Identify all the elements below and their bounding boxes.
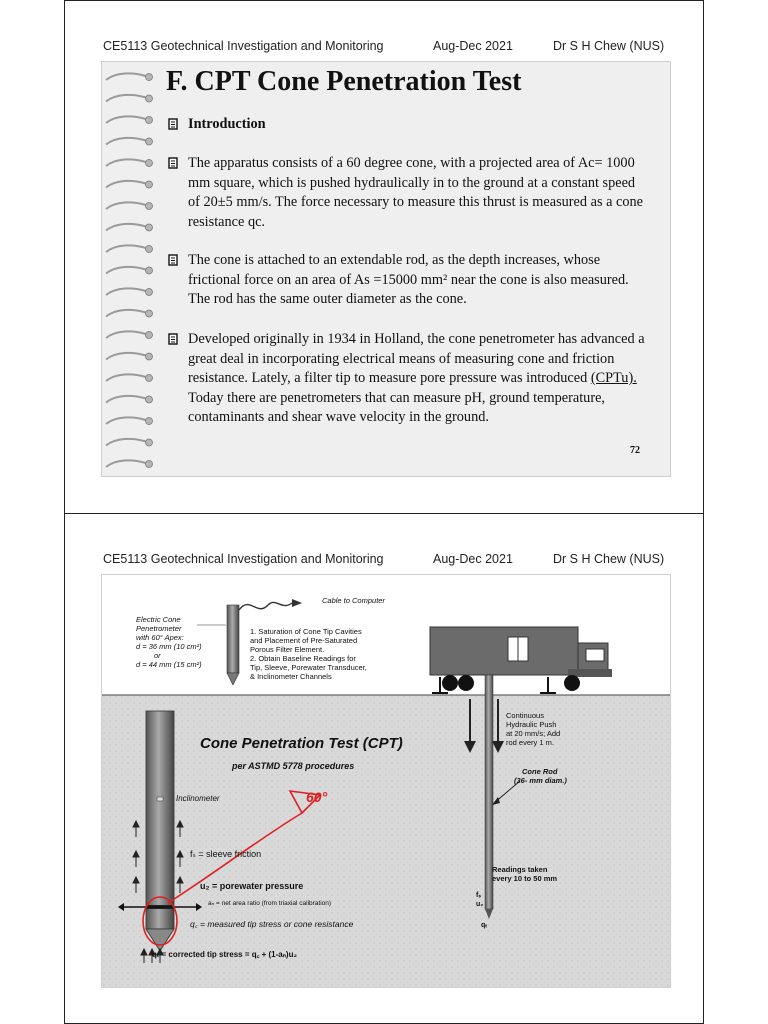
step-line: Porous Filter Element. <box>250 645 325 654</box>
cptu-term: (CPTu). <box>590 370 637 386</box>
push-line: Continuous <box>506 711 544 720</box>
push-line: Hydraulic Push <box>506 720 557 729</box>
tip-stress-label: q꜀ = measured tip stress or cone resistance <box>190 919 354 929</box>
rod-line: Cone Rod <box>522 767 558 776</box>
slide-header <box>103 39 703 57</box>
pen-line: Electric Cone <box>136 615 181 624</box>
author-label: Dr S H Chew (NUS) <box>553 39 665 53</box>
push-label <box>506 711 560 747</box>
pen-line: d = 44 mm (15 cm²) <box>136 660 202 669</box>
pen-line: d = 36 mm (10 cm²) <box>136 642 202 651</box>
readings-line: Readings taken <box>492 865 548 874</box>
readings-line: every 10 to 50 mm <box>492 874 558 883</box>
net-area-label: aₙ = net area ratio (from triaxial calibration) <box>208 900 332 907</box>
bullet-text: The cone is attached to an extendable rod, as the depth increases, whose frictional force on an area of As =15000 mm² near the cone is also measured. The rod has the same outer diameter as the cone. <box>188 252 629 307</box>
term-label: Aug-Dec 2021 <box>433 39 513 53</box>
slide-panel-2 <box>64 513 704 1024</box>
history-text-a: Developed originally in 1934 in Holland, the cone penetrometer has advanced a great deal in incorporating electrical means of measuring cone and friction resistance. Lately, a filter tip to measure pore pressure was introduced <box>188 331 645 386</box>
term-label: Aug-Dec 2021 <box>433 552 513 566</box>
penetrometer-label <box>136 615 202 669</box>
bullet-icon <box>168 118 178 130</box>
cpt-diagram-slide <box>101 574 671 988</box>
cable-label: Cable to Computer <box>322 596 385 605</box>
sleeve-friction-label: fₛ = sleeve friction <box>190 849 262 859</box>
bullet-icon <box>168 333 178 345</box>
push-line: at 20 mm/s; Add <box>506 729 561 738</box>
diagram-title: Cone Penetration Test (CPT) <box>200 735 403 752</box>
step-line: Tip, Sleeve, Porewater Transducer, <box>250 663 367 672</box>
bullet-text <box>188 330 648 428</box>
porewater-label: u₂ = porewater pressure <box>200 881 304 891</box>
push-line: rod every 1 m. <box>506 738 554 747</box>
slide-panel-1 <box>64 0 704 514</box>
fs-symbol: fₛ <box>476 892 481 899</box>
step-line: 2. Obtain Baseline Readings for <box>250 654 356 663</box>
slide-header <box>103 552 703 570</box>
page-number: 72 <box>630 445 640 456</box>
pen-line: or <box>154 651 161 660</box>
bullet-text: Introduction <box>188 116 266 132</box>
preparation-steps <box>250 627 367 681</box>
qt-symbol: qₜ <box>481 922 488 929</box>
step-line: 1. Saturation of Cone Tip Cavities <box>250 627 362 636</box>
step-line: and Placement of Pre-Saturated <box>250 636 358 645</box>
readings-label <box>492 865 557 883</box>
cone-rod-label <box>514 767 567 785</box>
diagram-subtitle: per ASTMD 5778 procedures <box>232 761 355 771</box>
pen-line: Penetrometer <box>136 624 182 633</box>
rod-line: (36- mm diam.) <box>514 776 567 785</box>
bullet-icon <box>168 157 178 169</box>
pen-line: with 60° Apex: <box>136 633 184 642</box>
bullet-text: The apparatus consists of a 60 degree cone, with a projected area of Ac= 1000 mm square, which is pushed hydraulically in to the ground at a constant speed of 20±5 mm/s. The force necessary to measure this thrust is measured as a cone resistance qc. <box>188 155 644 230</box>
slide-72 <box>101 61 671 477</box>
inclinometer-label: Inclinometer <box>176 794 220 803</box>
course-title: CE5113 Geotechnical Investigation and Monitoring <box>103 552 384 566</box>
bullet-icon <box>168 254 178 266</box>
history-text-b: Today there are penetrometers that can measure pH, ground temperature, contaminants and shear wave velocity in the ground. <box>188 389 605 425</box>
step-line: & Inclinometer Channels <box>250 672 332 681</box>
handwritten-60-degrees: 60° <box>306 789 328 805</box>
ub-symbol: u₂ <box>476 901 484 908</box>
notebook-spiral-icon <box>102 62 158 478</box>
slide-title: F. CPT Cone Penetration Test <box>166 66 522 97</box>
author-label: Dr S H Chew (NUS) <box>553 552 665 566</box>
course-title: CE5113 Geotechnical Investigation and Monitoring <box>103 39 384 53</box>
corrected-tip-label: qₜ = corrected tip stress = q꜀ + (1-aₙ)u₂ <box>152 950 298 959</box>
